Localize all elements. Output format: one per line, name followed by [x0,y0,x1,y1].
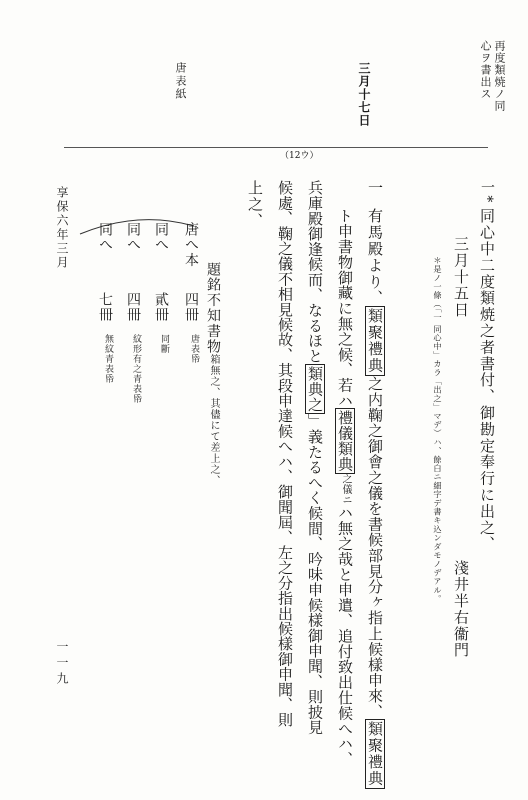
item-3-label: 同へ [125,222,141,253]
header-rule [64,147,488,148]
date-note [354,62,370,132]
entry-2-col-3-box: 類典之 [306,365,324,412]
entry-2-col-3-b: 」義たるへく候間、吟味申候樣御申聞、則披見 [306,413,324,735]
entry-1 [396,180,496,740]
item-4-count: 七冊 [97,292,113,323]
era-margin [50,186,68,306]
entry-2-mark: 一 [366,180,384,197]
entry-3-head [206,262,220,486]
margin-note [465,40,505,120]
entry-2-col-5: 上之、 [246,180,264,230]
entry-2-col-1-box-2: 類聚禮典 [366,721,384,787]
entry-1-note: ＊是ノ一條（「一 同心中」カラ「出之」マデ）ハ、餘白ニ細字デ書キ込ンダモノデアル。 [433,256,443,604]
entry-2-col-2-box: 禮儀類典 [336,410,354,472]
kara-note [170,62,186,122]
entry-3-head-text: 題銘不知書物 [205,262,221,355]
margin-note-line-2: 心ヲ書出ス [479,40,492,100]
margin-note-line-1: 再度類焼ノ同 [493,40,506,112]
entry-2-col-4: 候處、鞠之儀不相見候故、其段申達候へハ、御聞屆、左之分指出候樣御申聞、則 [276,180,294,728]
entry-2-col-2 [337,208,352,767]
entry-2-col-3-a: 兵庫殿御逢候而、なるほと [306,180,324,364]
folio-label: （12ウ） [280,151,319,161]
item-1-count: 四冊 [183,292,199,323]
page-number: 一一九 [55,640,69,688]
item-4-note: 無紋青表帋 [103,334,113,384]
entry-1-date: 三月十五日 [452,236,470,318]
item-3-note: 紋形有之青表帋 [131,334,141,404]
entry-2-col-2-a: ト申書物御藏に無之候、若ハ [336,208,354,409]
entry-1-author: 淺井半右衞門 [452,560,470,659]
entry-2-col-3 [307,180,322,735]
entry-3-head-small: 箱無之、其儘にて差上之、 [208,354,219,487]
entry-2-col-2-b: 之儀ニ [340,473,351,506]
entry-2-col-1-box: 類聚禮典 [366,308,384,375]
era-label: 享保六年三月 [55,186,69,270]
item-3-count: 四冊 [125,292,141,323]
date-note-text: 三月十七日 [357,62,371,127]
entry-2-col-1-a: 有馬殿より、 [366,208,384,307]
entry-3 [70,218,220,518]
item-1-note: 唐表帋 [189,334,199,364]
entry-1-title: 同心中二度類焼之者書付、御勘定奉行に出之、 [478,208,496,553]
entry-1-mark: 一* [479,180,495,204]
entry-2-col-1-b: 之内鞠之御會之儀を書候部見分ヶ指上候樣申來、 [366,376,384,720]
entry-2 [222,180,384,787]
entry-2-col-1 [367,208,382,789]
entry-2-col-2-c: ハ無之哉と申遣、追付致出仕候へハ、 [336,505,354,767]
item-1-label: 唐へ本 [183,222,199,269]
item-4-label: 同へ [97,222,113,253]
kara-note-text: 唐表紙 [174,62,187,101]
page-number-box [50,640,68,700]
item-2-count: 貳冊 [153,292,169,323]
item-2-label: 同へ [153,222,169,253]
item-2-note: 同斷 [159,334,169,354]
